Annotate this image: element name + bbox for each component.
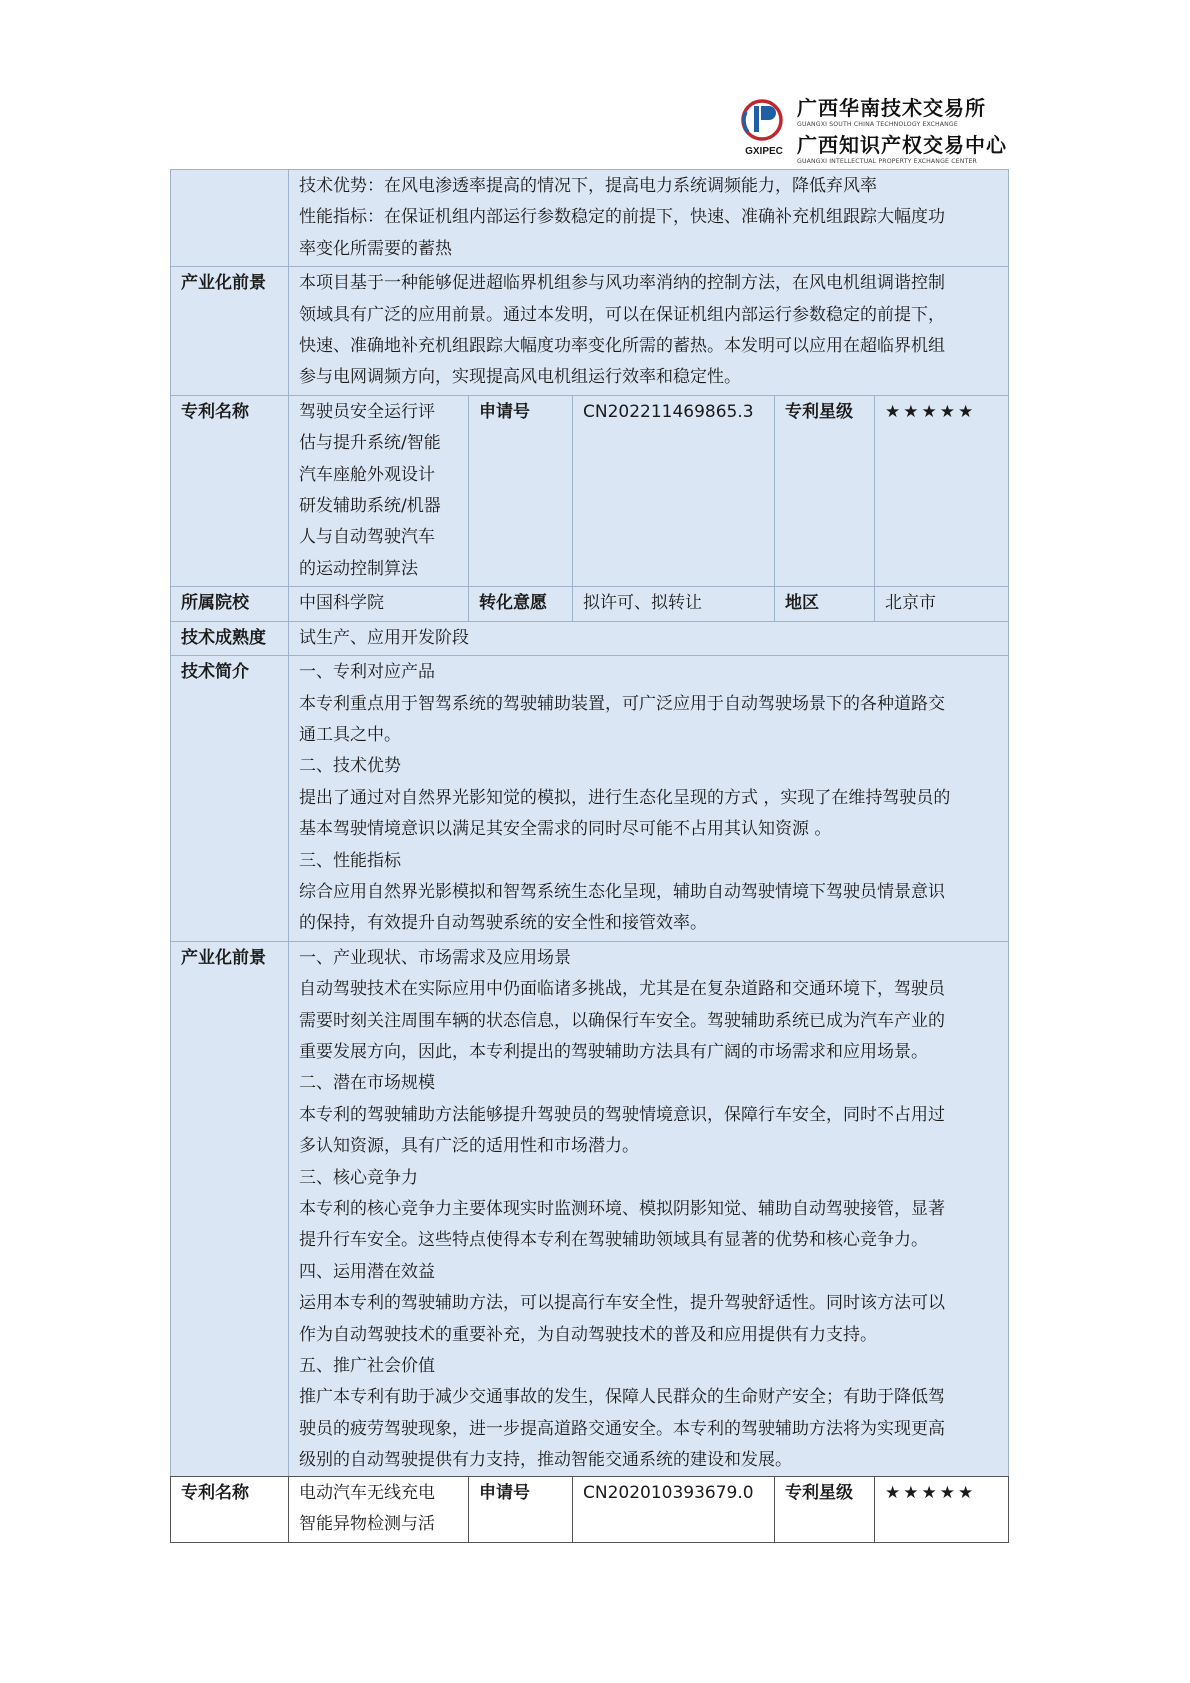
text-line: 本专利的核心竞争力主要体现实时监测环境、模拟阴影知觉、辅助自动驾驶接管，显著 (299, 1199, 945, 1219)
text-line: 估与提升系统/智能 (299, 433, 441, 454)
text-line: 电动汽车无线充电 (299, 1483, 435, 1503)
organization-names (797, 96, 1017, 166)
text-line: 重要发展方向，因此，本专利提出的驾驶辅助方法具有广阔的市场需求和应用场景。 (299, 1041, 928, 1062)
patent-table (170, 169, 1009, 1479)
text-line: 通工具之中。 (299, 724, 401, 745)
text-line: 驶员的疲劳驾驶现象，进一步提高道路交通安全。本专利的驾驶辅助方法将为实现更高 (299, 1418, 945, 1439)
region-value: 北京市 (875, 587, 1009, 621)
text-line: 五、推广社会价值 (299, 1356, 435, 1377)
org-name-cn-1: 广西华南技术交易所 (797, 96, 986, 120)
patent-name (289, 395, 469, 586)
intro-text (289, 656, 1009, 942)
industrial-text (289, 267, 1009, 396)
app-no-value: CN202010393679.0 (573, 1477, 775, 1543)
app-no-label: 申请号 (469, 395, 573, 586)
intro-label: 技术简介 (171, 656, 289, 942)
text-line: 运用本专利的驾驶辅助方法，可以提高行车安全性，提升驾驶舒适性。同时该方法可以 (299, 1293, 945, 1314)
text-line: 推广本专利有助于减少交通事故的发生，保障人民群众的生命财产安全；有助于降低驾 (299, 1387, 945, 1408)
text-line: 一、产业现状、市场需求及应用场景 (299, 947, 571, 968)
star-label: 专利星级 (775, 395, 875, 586)
patent-name-label: 专利名称 (171, 395, 289, 586)
industrial-label: 产业化前景 (171, 941, 289, 1478)
table-row (171, 587, 1009, 621)
continuation-label-cell (171, 170, 289, 267)
region-label: 地区 (775, 587, 875, 621)
text-line: 智能异物检测与活 (299, 1514, 435, 1535)
school-value: 中国科学院 (289, 587, 469, 621)
table-row (171, 656, 1009, 942)
patent-name (289, 1477, 469, 1543)
text-line: 需要时刻关注周围车辆的状态信息，以确保行车安全。驾驶辅助系统已成为汽车产业的 (299, 1010, 945, 1031)
text-line: 研发辅助系统/机器 (299, 496, 441, 517)
table-row (171, 941, 1009, 1478)
text-line: 综合应用自然界光影模拟和智驾系统生态化呈现，辅助自动驾驶情境下驾驶员情景意识 (299, 881, 945, 902)
text-line: 本专利重点用于智驾系统的驾驶辅助装置，可广泛应用于自动驾驶场景下的各种道路交 (299, 693, 945, 714)
app-no-value: CN202211469865.3 (573, 395, 775, 586)
text-line: 作为自动驾驶技术的重要补充，为自动驾驶技术的普及和应用提供有力支持。 (299, 1324, 877, 1345)
industrial-label: 产业化前景 (171, 267, 289, 396)
logo-text: GXIPEC (745, 146, 783, 157)
text-line: 的运动控制算法 (299, 558, 418, 579)
school-label: 所属院校 (171, 587, 289, 621)
gxipec-logo (734, 96, 794, 158)
text-line: 提升行车安全。这些特点使得本专利在驾驶辅助领域具有显著的优势和核心竞争力。 (299, 1230, 928, 1251)
continuation-tech-cell (289, 170, 1009, 267)
table-row (171, 267, 1009, 396)
text-line: 四、运用潜在效益 (299, 1261, 435, 1282)
text-line: 本项目基于一种能够促进超临界机组参与风功率消纳的控制方法，在风电机组调谐控制 (299, 273, 945, 294)
patent-name-label: 专利名称 (171, 1477, 289, 1543)
maturity-label: 技术成熟度 (171, 621, 289, 655)
text-line: 级别的自动驾驶提供有力支持，推动智能交通系统的建设和发展。 (299, 1450, 792, 1471)
text-line: 的保持，有效提升自动驾驶系统的安全性和接管效率。 (299, 913, 707, 934)
text-line: 技术优势：在风电渗透率提高的情况下，提高电力系统调频能力，降低弃风率 (299, 176, 877, 196)
text-line: 快速、准确地补充机组跟踪大幅度功率变化所需的蓄热。本发明可以应用在超临界机组 (299, 336, 945, 357)
text-line: 一、专利对应产品 (299, 662, 435, 683)
org-name-en-2: GUANGXI INTELLECTUAL PROPERTY EXCHANGE CENTER (797, 158, 977, 165)
patent-table-2 (170, 1476, 1009, 1543)
text-line: 驾驶员安全运行评 (299, 401, 435, 422)
text-line: 三、核心竞争力 (299, 1167, 418, 1188)
text-line: 汽车座舱外观设计 (299, 464, 435, 485)
text-line: 领域具有广泛的应用前景。通过本发明，可以在保证机组内部运行参数稳定的前提下， (299, 304, 945, 325)
text-line: 参与电网调频方向，实现提高风电机组运行效率和稳定性。 (299, 367, 741, 388)
table-row (171, 170, 1009, 267)
text-line: 自动驾驶技术在实际应用中仍面临诸多挑战，尤其是在复杂道路和交通环境下，驾驶员 (299, 979, 945, 1000)
text-line: 提出了通过对自然界光影知觉的模拟，进行生态化呈现的方式 ，实现了在维持驾驶员的 (299, 787, 951, 808)
text-line: 多认知资源，具有广泛的适用性和市场潜力。 (299, 1136, 639, 1157)
org-name-en-1: GUANGXI SOUTH CHINA TECHNOLOGY EXCHANGE (797, 121, 958, 128)
intent-label: 转化意愿 (469, 587, 573, 621)
star-rating: ★★★★★ (875, 1477, 1009, 1543)
text-line: 三、性能指标 (299, 850, 401, 871)
text-line: 人与自动驾驶汽车 (299, 527, 435, 548)
text-line: 性能指标：在保证机组内部运行参数稳定的前提下，快速、准确补充机组跟踪大幅度功 (299, 207, 945, 228)
star-rating: ★★★★★ (875, 395, 1009, 586)
text-line: 基本驾驶情境意识以满足其安全需求的同时尽可能不占用其认知资源 。 (299, 819, 832, 840)
intent-value: 拟许可、拟转让 (573, 587, 775, 621)
text-line: 二、潜在市场规模 (299, 1073, 435, 1094)
text-line: 率变化所需要的蓄热 (299, 238, 452, 259)
maturity-value: 试生产、应用开发阶段 (289, 621, 1009, 655)
text-line: 本专利的驾驶辅助方法能够提升驾驶员的驾驶情境意识，保障行车安全，同时不占用过 (299, 1104, 945, 1125)
org-name-cn-2: 广西知识产权交易中心 (797, 133, 1007, 157)
star-label: 专利星级 (775, 1477, 875, 1543)
table-row (171, 1477, 1009, 1543)
app-no-label: 申请号 (469, 1477, 573, 1543)
industrial-text (289, 941, 1009, 1478)
table-row (171, 621, 1009, 655)
text-line: 二、技术优势 (299, 756, 401, 777)
table-row (171, 395, 1009, 586)
